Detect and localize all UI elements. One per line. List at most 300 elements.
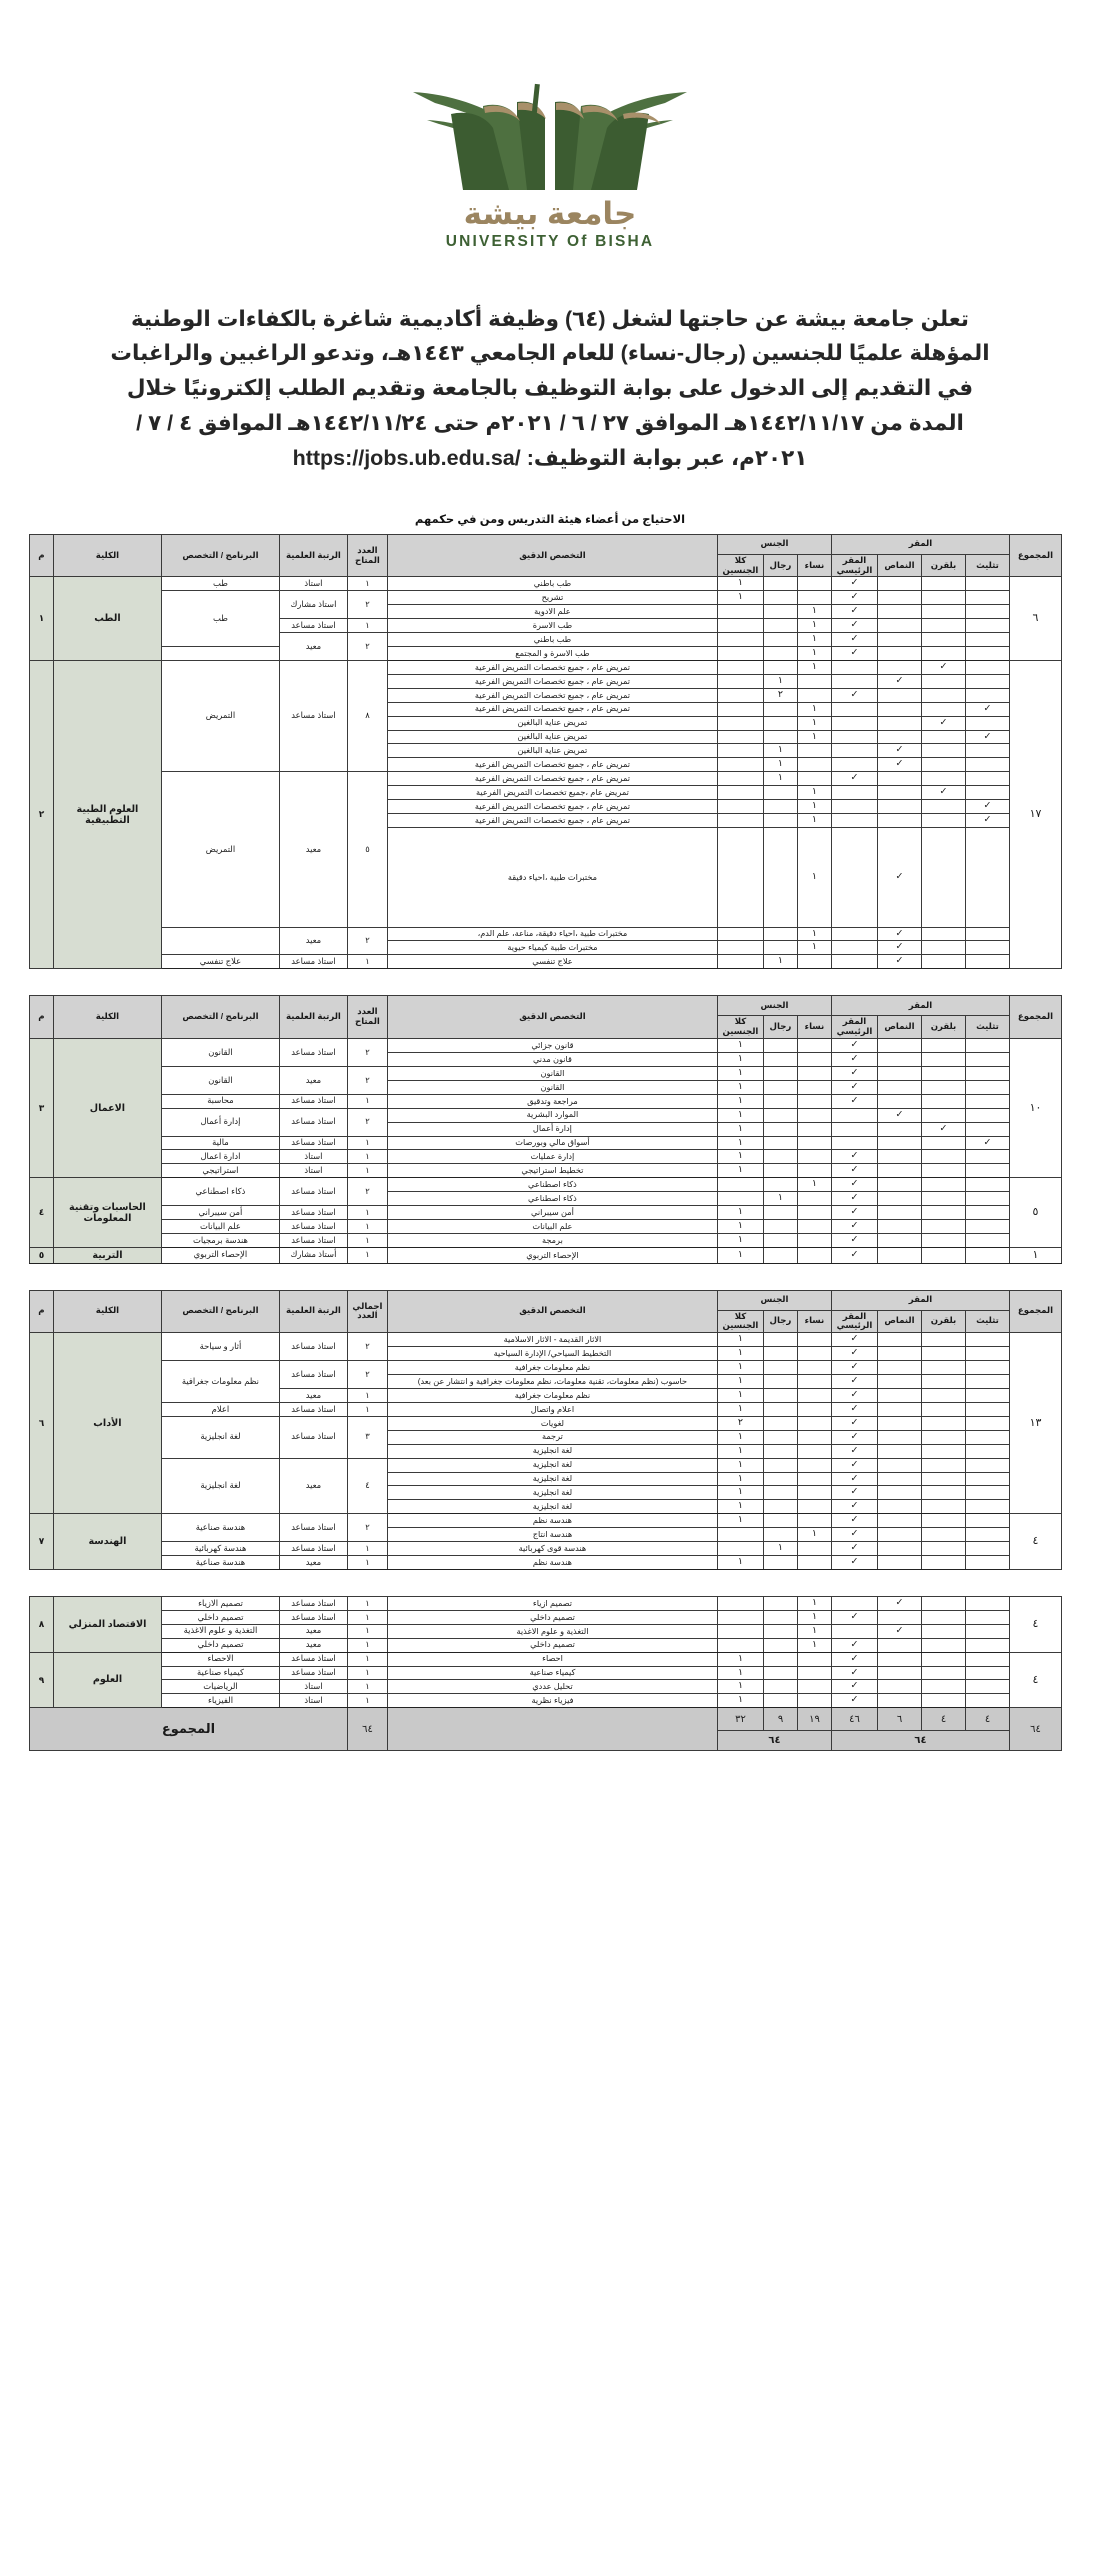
cell-balqarn [922,1361,966,1375]
cell-balqarn [922,1039,966,1053]
cell-specialty: طب باطني [387,633,717,647]
cell-women [797,1486,831,1500]
cell-balqarn [922,1066,966,1080]
cell-women [797,1333,831,1347]
header-location: المقر [831,534,1009,554]
cell-main-campus: ✓ [832,1666,878,1680]
cell-namas [878,1150,922,1164]
cell-main-campus [831,660,877,674]
cell-tathlith [966,1108,1010,1122]
cell-women [797,1192,831,1206]
cell-both-genders: ١ [717,1164,763,1178]
cell-men [764,1624,798,1638]
cell-program: الرياضيات [162,1680,280,1694]
summary-main-campus: ٤٦ [832,1708,878,1731]
cell-available-count: ١ [347,1150,387,1164]
cell-main-campus: ✓ [831,1333,877,1347]
table-row [29,1220,1061,1234]
cell-academic-rank: استاذ [279,1164,347,1178]
cell-program: هندسة برمجيات [161,1233,279,1247]
table-header-row-1 [29,1290,1061,1310]
cell-women [797,955,831,969]
cell-men [763,1347,797,1361]
cell-namas [878,660,922,674]
cell-women: ١ [798,1624,832,1638]
cell-available-count: ١ [347,1164,387,1178]
cell-namas [878,1206,922,1220]
cell-balqarn [922,1052,966,1066]
header-total: المجموع [1010,1290,1062,1333]
table-4 [29,1596,1062,1751]
cell-balqarn [922,1375,966,1389]
cell-balqarn [922,1178,966,1192]
cell-main-campus: ✓ [831,605,877,619]
table-header-row-1 [29,534,1061,554]
cell-specialty: علم الادوية [387,605,717,619]
cell-main-campus: ✓ [831,1500,877,1514]
cell-namas [878,1333,922,1347]
cell-available-count: ١ [347,955,387,969]
cell-main-campus: ✓ [831,1375,877,1389]
cell-main-campus: ✓ [831,1514,877,1528]
table-row [29,927,1061,941]
cell-both-genders: ١ [717,1375,763,1389]
cell-men [763,647,797,661]
cell-namas [878,772,922,786]
cell-specialty: برمجة [387,1233,717,1247]
cell-both-genders [717,633,763,647]
cell-women: ١ [798,1638,832,1652]
cell-specialty: اعلام واتصال [387,1402,717,1416]
cell-both-genders [717,1192,763,1206]
cell-namas [878,1680,922,1694]
cell-specialty: علم البيانات [387,1220,717,1234]
cell-balqarn [922,577,966,591]
cell-tathlith [966,1514,1010,1528]
cell-namas [878,1610,922,1624]
cell-men [763,1206,797,1220]
cell-namas [878,786,922,800]
cell-main-campus [832,1624,878,1638]
table-row [29,1542,1061,1556]
cell-both-genders: ٢ [717,1416,763,1430]
header-faculty: الكلية [53,534,161,577]
cell-tathlith: ✓ [966,814,1010,828]
cell-women [797,1220,831,1234]
cell-namas [878,1666,922,1680]
header-both-genders: كلا الجنسين [717,1016,763,1039]
cell-men [763,1416,797,1430]
group-total: ١٧ [1010,660,1062,968]
cell-women [797,591,831,605]
cell-available-count: ١ [347,1220,387,1234]
cell-main-campus: ✓ [831,1066,877,1080]
cell-main-campus [831,730,877,744]
header-balqarn: بلقرن [922,1310,966,1333]
cell-program: الإحصاء التربوي [161,1247,279,1263]
cell-tathlith [966,1556,1010,1570]
table-row [29,1136,1061,1150]
cell-program: أمن سيبراني [161,1206,279,1220]
cell-women: ١ [797,1528,831,1542]
cell-available-count: ١ [348,1666,388,1680]
cell-balqarn [922,619,966,633]
cell-both-genders: ١ [717,1094,763,1108]
cell-faculty: الطب [53,577,161,661]
cell-available-count: ٨ [347,660,387,771]
cell-women [797,1206,831,1220]
table-row [29,1247,1061,1263]
university-logo [38,0,1062,250]
cell-balqarn [922,1458,966,1472]
cell-main-campus [831,744,877,758]
cell-main-campus [831,941,877,955]
cell-available-count: ٢ [347,1361,387,1389]
cell-balqarn [922,1333,966,1347]
cell-program: لغة انجليزية [161,1458,279,1514]
cell-namas: ✓ [878,1108,922,1122]
cell-both-genders: ١ [717,591,763,605]
cell-namas [878,1220,922,1234]
cell-main-campus: ✓ [831,1430,877,1444]
cell-index: ٥ [29,1247,53,1263]
cell-both-genders: ١ [718,1694,764,1708]
header-faculty: الكلية [53,1290,161,1333]
summary-spacer [388,1708,718,1751]
cell-both-genders: ١ [717,1430,763,1444]
cell-program: القانون [161,1039,279,1067]
cell-namas [878,1486,922,1500]
cell-tathlith [966,1416,1010,1430]
cell-available-count: ٢ [347,927,387,955]
cell-specialty: مختبرات طبية ،احياء دقيقة، مناعة، علم الدم، [387,927,717,941]
cell-women [797,688,831,702]
cell-women: ١ [797,716,831,730]
cell-specialty: تخطيط استراتيجي [387,1164,717,1178]
cell-namas [878,800,922,814]
summary-women: ١٩ [798,1708,832,1731]
cell-tathlith [966,1080,1010,1094]
intro-line-5 [48,441,1052,476]
cell-namas [878,1556,922,1570]
cell-tathlith [966,647,1010,661]
cell-index: ٩ [30,1652,54,1708]
cell-both-genders: ١ [717,1444,763,1458]
cell-main-campus [831,1136,877,1150]
cell-balqarn [922,1108,966,1122]
cell-both-genders [718,1624,764,1638]
cell-namas [878,1052,922,1066]
header-location: المقر [831,1290,1009,1310]
cell-both-genders: ١ [717,1039,763,1053]
cell-women: ١ [797,800,831,814]
cell-both-genders: ١ [718,1680,764,1694]
cell-main-campus: ✓ [831,1416,877,1430]
jobs-portal-url[interactable]: https://jobs.ub.edu.sa/ [292,445,521,470]
cell-specialty: تشريح [387,591,717,605]
cell-program: تصميم داخلي [162,1638,280,1652]
cell-women [797,758,831,772]
cell-program: القانون [161,1066,279,1094]
cell-academic-rank: استاذ مساعد [279,1542,347,1556]
cell-academic-rank: استاذ مساعد [279,1402,347,1416]
summary-location-subtotal: ٦٤ [832,1731,1010,1751]
cell-main-campus: ✓ [831,1542,877,1556]
cell-both-genders: ١ [717,1388,763,1402]
cell-academic-rank: استاذ مساعد [279,1039,347,1067]
cell-specialty: هندسة انتاج [387,1528,717,1542]
cell-specialty: الموارد البشرية [387,1108,717,1122]
table-row [29,941,1061,955]
header-program: البرنامج / التخصص [161,1290,279,1333]
table-row [29,1206,1061,1220]
cell-balqarn [922,1192,966,1206]
cell-namas [878,1388,922,1402]
cell-women [797,1136,831,1150]
cell-academic-rank: معيد [279,1388,347,1402]
cell-academic-rank: استاذ مساعد [280,1666,348,1680]
cell-program: استراتيجي [161,1164,279,1178]
cell-women [797,1094,831,1108]
cell-both-genders: ١ [717,1080,763,1094]
cell-tathlith [966,1486,1010,1500]
cell-women [797,1402,831,1416]
vacancy-tables [38,534,1062,1752]
cell-available-count: ٢ [347,1039,387,1067]
cell-specialty: هندسة نظم [387,1514,717,1528]
cell-main-campus: ✓ [832,1694,878,1708]
table-row [29,1039,1061,1053]
cell-index: ١ [29,577,53,661]
table-row [30,1694,1062,1708]
cell-namas [878,1638,922,1652]
cell-faculty: العلوم [54,1652,162,1708]
cell-balqarn [922,1347,966,1361]
cell-both-genders [718,1596,764,1610]
cell-both-genders: ١ [717,1347,763,1361]
cell-specialty: تصميم داخلي [388,1610,718,1624]
header-program: البرنامج / التخصص [161,534,279,577]
summary-gender-subtotal: ٦٤ [718,1731,832,1751]
cell-namas: ✓ [878,1596,922,1610]
cell-specialty: لغويات [387,1416,717,1430]
cell-program: تصميم الازياء [162,1596,280,1610]
cell-men [764,1652,798,1666]
cell-specialty: علاج تنفسي [387,955,717,969]
table-row [29,1333,1061,1347]
cell-women [797,744,831,758]
cell-both-genders: ١ [717,1206,763,1220]
cell-women [797,1500,831,1514]
cell-men [763,1136,797,1150]
cell-namas: ✓ [878,758,922,772]
cell-balqarn [922,772,966,786]
summary-both-genders: ٣٢ [718,1708,764,1731]
cell-main-campus: ✓ [831,1458,877,1472]
cell-namas [878,633,922,647]
cell-both-genders: ١ [717,1361,763,1375]
cell-namas: ✓ [878,1624,922,1638]
announcement-paragraph [48,302,1052,476]
cell-main-campus: ✓ [831,1361,877,1375]
cell-main-campus [831,814,877,828]
cell-main-campus: ✓ [831,1192,877,1206]
cell-specialty: هندسة قوى كهربائية [387,1542,717,1556]
header-academic-rank: الرتبة العلمية [279,534,347,577]
cell-main-campus: ✓ [832,1638,878,1652]
header-men: رجال [763,1016,797,1039]
group-total: ٦ [1010,577,1062,661]
cell-women [797,1080,831,1094]
cell-program: هندسة صناعية [161,1556,279,1570]
cell-main-campus: ✓ [831,1347,877,1361]
intro-line-3: في التقديم إلى الدخول على بوابة التوظيف بالجامعة وتقديم الطلب إلكترونيًا خلال [126,376,974,401]
cell-academic-rank: استاذ مساعد [280,1652,348,1666]
table-row [29,1514,1061,1528]
cell-tathlith [966,1333,1010,1347]
cell-women [797,1416,831,1430]
cell-men [763,591,797,605]
cell-men [763,814,797,828]
cell-main-campus [831,1122,877,1136]
cell-balqarn [922,1094,966,1108]
cell-both-genders: ١ [717,1247,763,1263]
cell-women [797,1542,831,1556]
cell-main-campus: ✓ [831,1094,877,1108]
cell-both-genders [717,800,763,814]
cell-program: إدارة أعمال [161,1108,279,1136]
table-header-row-1 [29,996,1061,1016]
cell-program: هندسة كهربائية [161,1542,279,1556]
cell-tathlith [966,674,1010,688]
cell-academic-rank: معيد [279,1066,347,1094]
cell-namas [878,1514,922,1528]
intro-line-4: المدة من ١٤٤٢/١١/١٧هـ الموافق ٢٧ / ٦ / ٢٠٢١م حتى ١٤٤٢/١١/٢٤هـ الموافق ٤ / ٧ / [136,410,964,435]
cell-namas [878,1066,922,1080]
cell-main-campus [831,827,877,927]
cell-specialty: تمريض عام ،جميع تخصصات التمريض الفرعية [387,786,717,800]
cell-main-campus: ✓ [831,1556,877,1570]
cell-program: الفيزياء [162,1694,280,1708]
cell-tathlith [966,1624,1010,1638]
cell-academic-rank: استاذ مساعد [280,1610,348,1624]
cell-men [764,1694,798,1708]
cell-tathlith [966,633,1010,647]
cell-main-campus: ✓ [831,1150,877,1164]
cell-specialty: احصاء [388,1652,718,1666]
cell-men [763,1122,797,1136]
cell-academic-rank: معيد [280,1624,348,1638]
cell-women [798,1680,832,1694]
cell-both-genders: ١ [717,1122,763,1136]
cell-faculty: التربية [53,1247,161,1263]
cell-tathlith [966,786,1010,800]
cell-men: ١ [763,758,797,772]
cell-balqarn [922,730,966,744]
table-row [30,1596,1062,1610]
table-row [29,1233,1061,1247]
cell-index: ٨ [30,1596,54,1652]
cell-balqarn [922,1472,966,1486]
cell-women [797,1388,831,1402]
header-total: المجموع [1010,534,1062,577]
cell-women: ١ [797,619,831,633]
cell-tathlith [966,1247,1010,1263]
cell-program: علم البيانات [161,1220,279,1234]
cell-men [763,633,797,647]
summary-label: المجموع [30,1708,348,1751]
cell-both-genders [717,955,763,969]
cell-women [797,1164,831,1178]
cell-specialty: قانون جزائي [387,1039,717,1053]
cell-both-genders [717,758,763,772]
cell-men: ١ [763,674,797,688]
intro-line-5-text: ٢٠٢١م، عبر بوابة التوظيف: [526,445,808,470]
cell-academic-rank: أستاذ مشارك [279,1247,347,1263]
header-location: المقر [831,996,1009,1016]
header-balqarn: بلقرن [922,1016,966,1039]
group-total: ٤ [1010,1652,1062,1708]
header-available-count: العدد المتاح [347,996,387,1039]
cell-main-campus: ✓ [831,577,877,591]
cell-balqarn [922,800,966,814]
cell-academic-rank: استاذ مساعد [279,1233,347,1247]
cell-women [797,1444,831,1458]
cell-men [763,1388,797,1402]
header-index: م [29,534,53,577]
cell-tathlith [966,591,1010,605]
cell-tathlith [966,605,1010,619]
cell-namas [878,1652,922,1666]
table-row [29,955,1061,969]
cell-academic-rank: استاذ مساعد [279,955,347,969]
cell-index: ٣ [29,1039,53,1178]
cell-main-campus: ✓ [832,1680,878,1694]
cell-main-campus: ✓ [831,1472,877,1486]
cell-specialty: تمريض عام ، جميع تخصصات التمريض الفرعية [387,800,717,814]
cell-academic-rank: استاذ مساعد [279,1206,347,1220]
cell-specialty: لغة انجليزية [387,1500,717,1514]
cell-main-campus [831,786,877,800]
cell-namas [878,577,922,591]
cell-balqarn [922,702,966,716]
header-women: نساء [797,1310,831,1333]
cell-men [763,1080,797,1094]
cell-tathlith [966,1220,1010,1234]
cell-tathlith [966,1150,1010,1164]
cell-men [763,927,797,941]
cell-women [797,1039,831,1053]
cell-both-genders: ١ [717,1136,763,1150]
table-row [29,1416,1061,1430]
cell-namas [878,1416,922,1430]
cell-namas [878,1122,922,1136]
cell-balqarn [922,1638,966,1652]
cell-both-genders: ١ [717,577,763,591]
cell-women: ١ [798,1596,832,1610]
cell-specialty: مختبرات طبية كيمياء حيوية [387,941,717,955]
cell-program: التغذية و علوم الاغذية [162,1624,280,1638]
table-row [30,1652,1062,1666]
cell-available-count: ٣ [347,1416,387,1458]
cell-men [763,1361,797,1375]
cell-main-campus: ✓ [831,1486,877,1500]
cell-balqarn [922,1610,966,1624]
cell-balqarn [922,827,966,927]
cell-men [763,1556,797,1570]
cell-available-count: ١ [347,1247,387,1263]
cell-academic-rank: استاذ مساعد [279,1094,347,1108]
